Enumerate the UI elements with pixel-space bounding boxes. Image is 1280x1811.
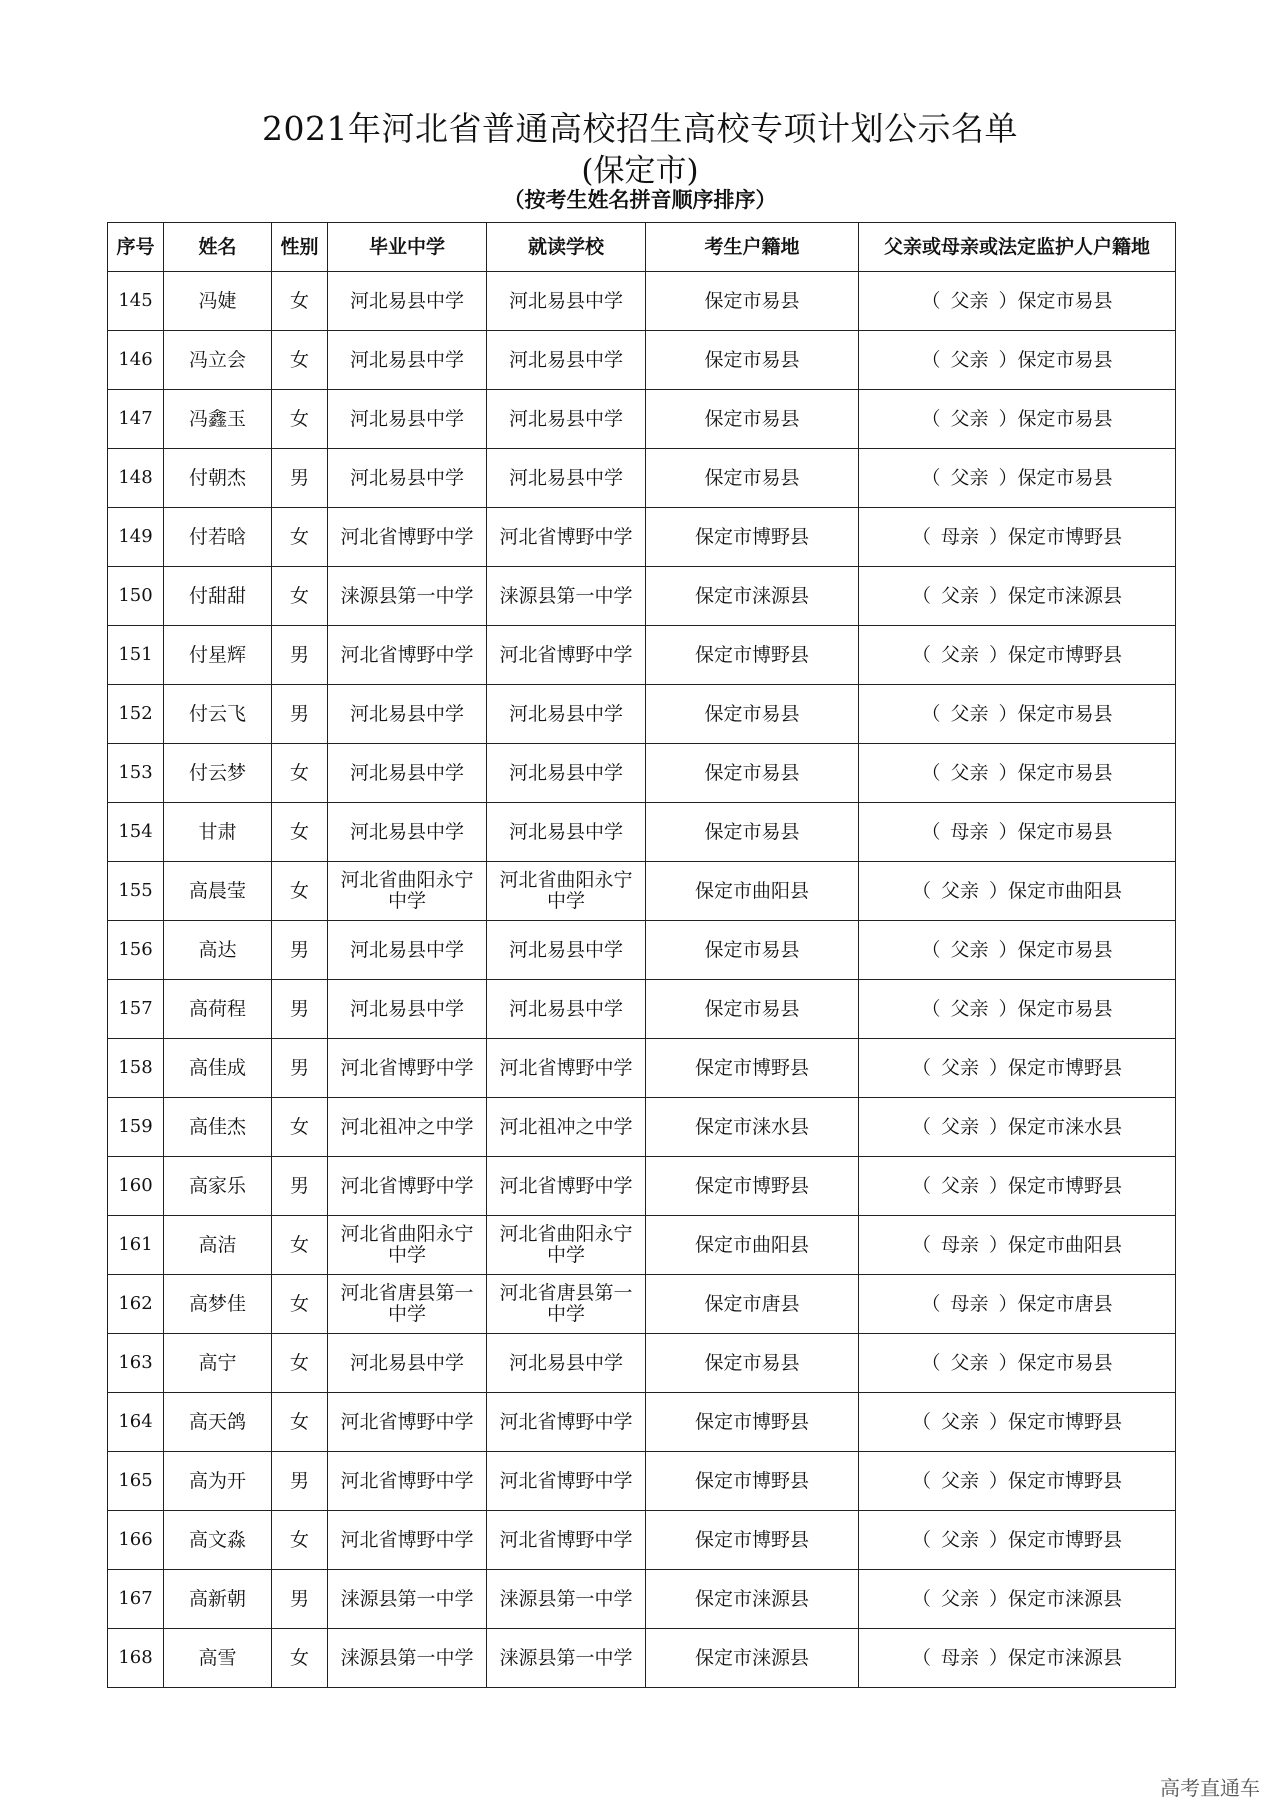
cell-gender: 男: [272, 1452, 328, 1511]
table-row: [108, 1157, 1176, 1216]
cell-name: 高荷程: [164, 980, 272, 1039]
cell-hukou: 保定市博野县: [646, 1039, 859, 1098]
cell-gender: 女: [272, 1098, 328, 1157]
cell-hukou: 保定市易县: [646, 921, 859, 980]
cell-study-school: 河北省唐县第一中学: [487, 1275, 646, 1334]
cell-study-school: 河北省博野中学: [487, 508, 646, 567]
cell-seq: 161: [108, 1216, 164, 1275]
guardian-place: 保定市博野县: [1008, 1411, 1123, 1433]
cell-grad-school: 河北易县中学: [328, 980, 487, 1039]
page-subtitle: (保定市): [581, 153, 699, 189]
cell-seq: 165: [108, 1452, 164, 1511]
guardian-relation: 父亲: [950, 998, 989, 1020]
cell-guardian-hukou: （ 母亲 ）保定市涞源县: [859, 1629, 1176, 1688]
cell-hukou: 保定市易县: [646, 685, 859, 744]
guardian-relation: 父亲: [950, 349, 989, 371]
cell-grad-school: 河北易县中学: [328, 921, 487, 980]
cell-name: 高为开: [164, 1452, 272, 1511]
cell-seq: 150: [108, 567, 164, 626]
cell-hukou: 保定市易县: [646, 390, 859, 449]
cell-name: 付云梦: [164, 744, 272, 803]
cell-hukou: 保定市涞源县: [646, 1629, 859, 1688]
cell-name: 付甜甜: [164, 567, 272, 626]
col-header-hukou: 考生户籍地: [646, 223, 859, 272]
cell-name: 高晨莹: [164, 862, 272, 921]
cell-gender: 女: [272, 390, 328, 449]
cell-name: 冯鑫玉: [164, 390, 272, 449]
table-row: [108, 921, 1176, 980]
guardian-place: 保定市博野县: [1008, 526, 1123, 548]
guardian-relation: 父亲: [940, 1470, 979, 1492]
cell-study-school: 河北易县中学: [487, 685, 646, 744]
table-row: [108, 744, 1176, 803]
cell-seq: 159: [108, 1098, 164, 1157]
guardian-place: 保定市易县: [1017, 290, 1113, 312]
cell-name: 高宁: [164, 1334, 272, 1393]
guardian-place: 保定市易县: [1017, 939, 1113, 961]
cell-name: 高梦佳: [164, 1275, 272, 1334]
cell-gender: 女: [272, 1334, 328, 1393]
cell-name: 高达: [164, 921, 272, 980]
guardian-place: 保定市博野县: [1008, 1057, 1123, 1079]
cell-gender: 女: [272, 744, 328, 803]
cell-guardian-hukou: （ 父亲 ）保定市涞源县: [859, 1570, 1176, 1629]
cell-study-school: 河北省博野中学: [487, 626, 646, 685]
guardian-place: 保定市曲阳县: [1008, 1234, 1123, 1256]
guardian-place: 保定市易县: [1017, 703, 1113, 725]
cell-name: 高佳成: [164, 1039, 272, 1098]
cell-seq: 162: [108, 1275, 164, 1334]
cell-hukou: 保定市博野县: [646, 1511, 859, 1570]
cell-gender: 女: [272, 1393, 328, 1452]
guardian-place: 保定市易县: [1017, 998, 1113, 1020]
cell-gender: 女: [272, 331, 328, 390]
cell-guardian-hukou: （ 父亲 ）保定市易县: [859, 331, 1176, 390]
header-row: [108, 223, 1176, 272]
cell-gender: 女: [272, 1275, 328, 1334]
cell-name: 高洁: [164, 1216, 272, 1275]
table-row: [108, 803, 1176, 862]
cell-study-school: 河北易县中学: [487, 449, 646, 508]
cell-seq: 145: [108, 272, 164, 331]
watermark: 高考直通车: [1160, 1776, 1260, 1800]
cell-study-school: 河北易县中学: [487, 803, 646, 862]
cell-guardian-hukou: （ 父亲 ）保定市博野县: [859, 1393, 1176, 1452]
cell-grad-school: 河北祖冲之中学: [328, 1098, 487, 1157]
guardian-relation: 父亲: [940, 1057, 979, 1079]
cell-guardian-hukou: （ 母亲 ）保定市博野县: [859, 508, 1176, 567]
guardian-place: 保定市博野县: [1008, 644, 1123, 666]
cell-guardian-hukou: （ 父亲 ）保定市易县: [859, 390, 1176, 449]
cell-guardian-hukou: （ 父亲 ）保定市易县: [859, 685, 1176, 744]
cell-grad-school: 河北省曲阳永宁中学: [328, 862, 487, 921]
cell-name: 高文淼: [164, 1511, 272, 1570]
table-row: [108, 1098, 1176, 1157]
table-row: [108, 1393, 1176, 1452]
cell-study-school: 河北易县中学: [487, 390, 646, 449]
cell-seq: 152: [108, 685, 164, 744]
cell-study-school: 河北省曲阳永宁中学: [487, 1216, 646, 1275]
guardian-place: 保定市易县: [1017, 762, 1113, 784]
cell-guardian-hukou: （ 母亲 ）保定市易县: [859, 803, 1176, 862]
cell-seq: 146: [108, 331, 164, 390]
guardian-relation: 父亲: [950, 1352, 989, 1374]
cell-gender: 女: [272, 862, 328, 921]
cell-seq: 168: [108, 1629, 164, 1688]
cell-gender: 女: [272, 1216, 328, 1275]
cell-study-school: 河北省博野中学: [487, 1511, 646, 1570]
cell-study-school: 河北易县中学: [487, 744, 646, 803]
cell-study-school: 河北省博野中学: [487, 1039, 646, 1098]
cell-guardian-hukou: （ 父亲 ）保定市易县: [859, 744, 1176, 803]
cell-guardian-hukou: （ 父亲 ）保定市易县: [859, 921, 1176, 980]
cell-study-school: 河北省博野中学: [487, 1452, 646, 1511]
cell-gender: 女: [272, 1511, 328, 1570]
cell-gender: 男: [272, 921, 328, 980]
cell-grad-school: 涞源县第一中学: [328, 1629, 487, 1688]
cell-gender: 女: [272, 567, 328, 626]
cell-hukou: 保定市易县: [646, 1334, 859, 1393]
cell-gender: 男: [272, 1570, 328, 1629]
cell-seq: 154: [108, 803, 164, 862]
guardian-relation: 父亲: [940, 880, 979, 902]
guardian-relation: 父亲: [940, 585, 979, 607]
cell-grad-school: 涞源县第一中学: [328, 1570, 487, 1629]
cell-hukou: 保定市博野县: [646, 1157, 859, 1216]
cell-seq: 166: [108, 1511, 164, 1570]
table-row: [108, 1511, 1176, 1570]
cell-name: 高佳杰: [164, 1098, 272, 1157]
cell-grad-school: 河北省博野中学: [328, 1157, 487, 1216]
cell-seq: 151: [108, 626, 164, 685]
cell-seq: 158: [108, 1039, 164, 1098]
cell-seq: 147: [108, 390, 164, 449]
guardian-relation: 父亲: [940, 1116, 979, 1138]
cell-grad-school: 河北易县中学: [328, 744, 487, 803]
guardian-place: 保定市博野县: [1008, 1529, 1123, 1551]
cell-seq: 149: [108, 508, 164, 567]
guardian-relation: 母亲: [940, 1647, 979, 1669]
cell-seq: 163: [108, 1334, 164, 1393]
table-row: [108, 331, 1176, 390]
guardian-relation: 父亲: [950, 762, 989, 784]
guardian-relation: 母亲: [950, 821, 989, 843]
table-row: [108, 1452, 1176, 1511]
cell-hukou: 保定市易县: [646, 331, 859, 390]
table-row: [108, 1570, 1176, 1629]
guardian-relation: 父亲: [940, 1529, 979, 1551]
cell-name: 付朝杰: [164, 449, 272, 508]
cell-guardian-hukou: （ 父亲 ）保定市涞水县: [859, 1098, 1176, 1157]
table-row: [108, 1629, 1176, 1688]
cell-study-school: 河北易县中学: [487, 272, 646, 331]
cell-study-school: 涞源县第一中学: [487, 1629, 646, 1688]
guardian-relation: 母亲: [940, 1234, 979, 1256]
roster-table: [107, 222, 1176, 1688]
table-row: [108, 449, 1176, 508]
cell-study-school: 河北省博野中学: [487, 1157, 646, 1216]
cell-grad-school: 河北省博野中学: [328, 1393, 487, 1452]
table-row: [108, 1039, 1176, 1098]
table-row: [108, 1275, 1176, 1334]
guardian-place: 保定市涞源县: [1008, 1588, 1123, 1610]
cell-hukou: 保定市涞源县: [646, 567, 859, 626]
cell-grad-school: 河北省博野中学: [328, 1039, 487, 1098]
guardian-place: 保定市博野县: [1008, 1470, 1123, 1492]
cell-study-school: 涞源县第一中学: [487, 567, 646, 626]
col-header-gender: 性别: [272, 223, 328, 272]
cell-gender: 男: [272, 449, 328, 508]
cell-name: 高新朝: [164, 1570, 272, 1629]
col-header-seq: 序号: [108, 223, 164, 272]
guardian-relation: 父亲: [940, 644, 979, 666]
cell-gender: 男: [272, 1157, 328, 1216]
cell-seq: 164: [108, 1393, 164, 1452]
table-row: [108, 508, 1176, 567]
cell-name: 甘肃: [164, 803, 272, 862]
cell-study-school: 涞源县第一中学: [487, 1570, 646, 1629]
cell-name: 高天鸽: [164, 1393, 272, 1452]
cell-hukou: 保定市博野县: [646, 1393, 859, 1452]
cell-name: 付若晗: [164, 508, 272, 567]
guardian-place: 保定市易县: [1017, 349, 1113, 371]
cell-guardian-hukou: （ 母亲 ）保定市唐县: [859, 1275, 1176, 1334]
guardian-relation: 母亲: [950, 1293, 989, 1315]
cell-grad-school: 河北易县中学: [328, 272, 487, 331]
cell-hukou: 保定市曲阳县: [646, 862, 859, 921]
cell-hukou: 保定市易县: [646, 449, 859, 508]
cell-seq: 155: [108, 862, 164, 921]
cell-gender: 女: [272, 272, 328, 331]
cell-study-school: 河北祖冲之中学: [487, 1098, 646, 1157]
guardian-place: 保定市易县: [1017, 821, 1113, 843]
table-row: [108, 980, 1176, 1039]
sort-note: （按考生姓名拼音顺序排序）: [503, 187, 777, 212]
cell-study-school: 河北易县中学: [487, 331, 646, 390]
cell-grad-school: 河北易县中学: [328, 390, 487, 449]
col-header-guardian-hukou: 父亲或母亲或法定监护人户籍地: [859, 223, 1176, 272]
guardian-place: 保定市博野县: [1008, 1175, 1123, 1197]
guardian-place: 保定市易县: [1017, 408, 1113, 430]
table-row: [108, 1216, 1176, 1275]
cell-study-school: 河北易县中学: [487, 980, 646, 1039]
cell-guardian-hukou: （ 父亲 ）保定市易县: [859, 980, 1176, 1039]
cell-guardian-hukou: （ 父亲 ）保定市博野县: [859, 626, 1176, 685]
table-row: [108, 685, 1176, 744]
cell-gender: 女: [272, 803, 328, 862]
cell-guardian-hukou: （ 父亲 ）保定市易县: [859, 1334, 1176, 1393]
guardian-relation: 父亲: [940, 1175, 979, 1197]
cell-grad-school: 河北易县中学: [328, 685, 487, 744]
guardian-place: 保定市曲阳县: [1008, 880, 1123, 902]
guardian-relation: 父亲: [950, 703, 989, 725]
cell-guardian-hukou: （ 父亲 ）保定市易县: [859, 272, 1176, 331]
col-header-grad-school: 毕业中学: [328, 223, 487, 272]
cell-grad-school: 河北省博野中学: [328, 1452, 487, 1511]
cell-guardian-hukou: （ 母亲 ）保定市曲阳县: [859, 1216, 1176, 1275]
guardian-relation: 父亲: [950, 290, 989, 312]
col-header-study-school: 就读学校: [487, 223, 646, 272]
cell-hukou: 保定市博野县: [646, 1452, 859, 1511]
cell-seq: 148: [108, 449, 164, 508]
guardian-place: 保定市易县: [1017, 1352, 1113, 1374]
cell-seq: 167: [108, 1570, 164, 1629]
cell-grad-school: 河北省博野中学: [328, 626, 487, 685]
cell-gender: 男: [272, 1039, 328, 1098]
cell-name: 付云飞: [164, 685, 272, 744]
guardian-place: 保定市唐县: [1017, 1293, 1113, 1315]
cell-guardian-hukou: （ 父亲 ）保定市易县: [859, 449, 1176, 508]
cell-hukou: 保定市涞水县: [646, 1098, 859, 1157]
cell-study-school: 河北省曲阳永宁中学: [487, 862, 646, 921]
cell-gender: 男: [272, 980, 328, 1039]
cell-guardian-hukou: （ 父亲 ）保定市博野县: [859, 1452, 1176, 1511]
cell-guardian-hukou: （ 父亲 ）保定市博野县: [859, 1039, 1176, 1098]
guardian-relation: 父亲: [950, 939, 989, 961]
cell-seq: 156: [108, 921, 164, 980]
cell-hukou: 保定市易县: [646, 980, 859, 1039]
cell-name: 冯立会: [164, 331, 272, 390]
cell-seq: 160: [108, 1157, 164, 1216]
cell-seq: 157: [108, 980, 164, 1039]
cell-hukou: 保定市易县: [646, 272, 859, 331]
table-row: [108, 272, 1176, 331]
guardian-relation: 父亲: [950, 408, 989, 430]
cell-hukou: 保定市易县: [646, 803, 859, 862]
table-row: [108, 862, 1176, 921]
guardian-relation: 父亲: [940, 1411, 979, 1433]
cell-grad-school: 河北易县中学: [328, 1334, 487, 1393]
cell-study-school: 河北易县中学: [487, 921, 646, 980]
guardian-relation: 母亲: [940, 526, 979, 548]
cell-hukou: 保定市曲阳县: [646, 1216, 859, 1275]
cell-gender: 男: [272, 626, 328, 685]
cell-study-school: 河北易县中学: [487, 1334, 646, 1393]
guardian-relation: 父亲: [940, 1588, 979, 1610]
cell-hukou: 保定市博野县: [646, 508, 859, 567]
guardian-place: 保定市涞源县: [1008, 585, 1123, 607]
cell-guardian-hukou: （ 父亲 ）保定市涞源县: [859, 567, 1176, 626]
table-row: [108, 1334, 1176, 1393]
table-body: [108, 272, 1176, 1688]
guardian-relation: 父亲: [950, 467, 989, 489]
cell-hukou: 保定市唐县: [646, 1275, 859, 1334]
table-row: [108, 390, 1176, 449]
cell-grad-school: 河北省博野中学: [328, 1511, 487, 1570]
cell-name: 付星辉: [164, 626, 272, 685]
cell-grad-school: 河北易县中学: [328, 449, 487, 508]
guardian-place: 保定市易县: [1017, 467, 1113, 489]
col-header-name: 姓名: [164, 223, 272, 272]
cell-gender: 女: [272, 508, 328, 567]
guardian-place: 保定市涞水县: [1008, 1116, 1123, 1138]
cell-seq: 153: [108, 744, 164, 803]
cell-name: 冯婕: [164, 272, 272, 331]
table-row: [108, 626, 1176, 685]
page-title: 2021年河北省普通高校招生高校专项计划公示名单: [262, 109, 1018, 148]
cell-grad-school: 河北省曲阳永宁中学: [328, 1216, 487, 1275]
cell-study-school: 河北省博野中学: [487, 1393, 646, 1452]
cell-grad-school: 涞源县第一中学: [328, 567, 487, 626]
cell-guardian-hukou: （ 父亲 ）保定市博野县: [859, 1511, 1176, 1570]
cell-gender: 女: [272, 1629, 328, 1688]
table-row: [108, 567, 1176, 626]
cell-gender: 男: [272, 685, 328, 744]
guardian-place: 保定市涞源县: [1008, 1647, 1123, 1669]
cell-name: 高雪: [164, 1629, 272, 1688]
cell-guardian-hukou: （ 父亲 ）保定市曲阳县: [859, 862, 1176, 921]
cell-grad-school: 河北省唐县第一中学: [328, 1275, 487, 1334]
cell-hukou: 保定市博野县: [646, 626, 859, 685]
cell-guardian-hukou: （ 父亲 ）保定市博野县: [859, 1157, 1176, 1216]
cell-grad-school: 河北省博野中学: [328, 508, 487, 567]
cell-name: 高家乐: [164, 1157, 272, 1216]
cell-grad-school: 河北易县中学: [328, 803, 487, 862]
cell-grad-school: 河北易县中学: [328, 331, 487, 390]
cell-hukou: 保定市易县: [646, 744, 859, 803]
cell-hukou: 保定市涞源县: [646, 1570, 859, 1629]
